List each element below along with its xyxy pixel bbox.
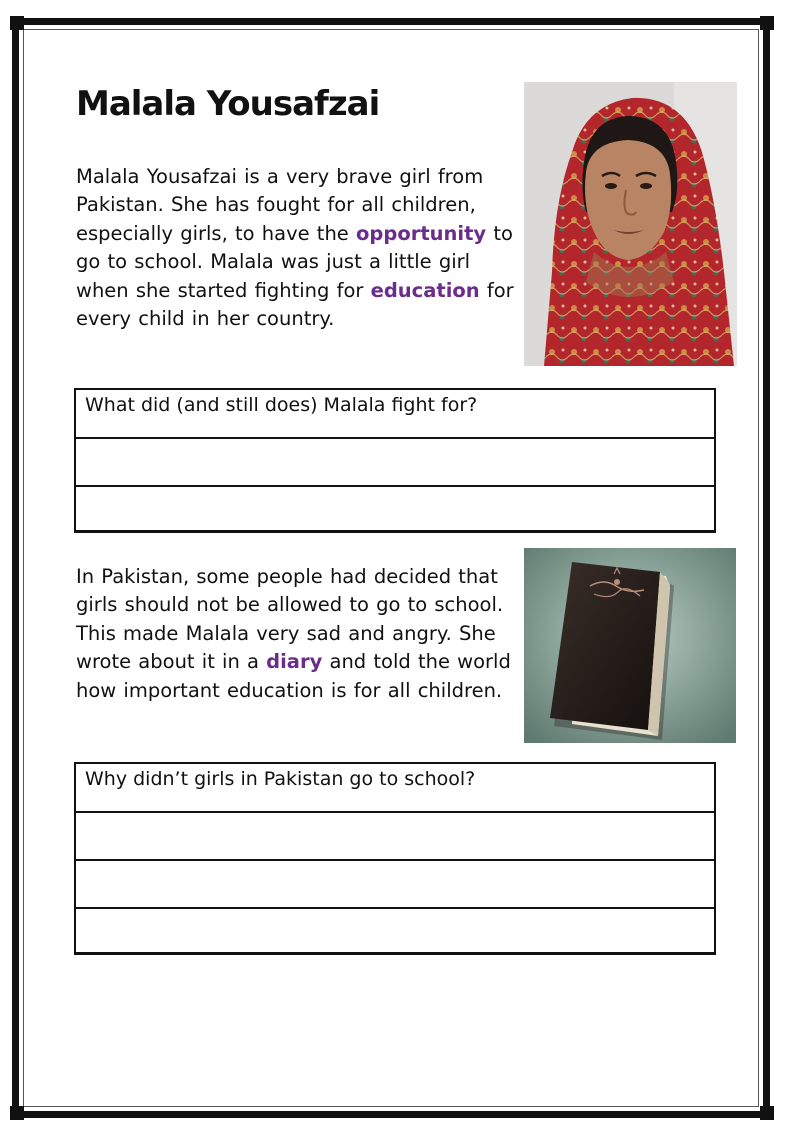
answer-line[interactable] [76, 813, 714, 861]
question-row [76, 390, 714, 439]
malala-photo [524, 82, 737, 366]
border-corner [10, 1106, 24, 1120]
keyword-diary: diary [266, 650, 323, 674]
page-title: Malala Yousafzai [76, 84, 380, 124]
keyword-education: education [370, 278, 480, 302]
border-corner [760, 16, 774, 30]
border-corner [760, 1106, 774, 1120]
paragraph-text: to go to school. Malala was just a little girl when she started fighting for [76, 221, 513, 302]
diary-paragraph [76, 563, 516, 705]
answer-line[interactable] [76, 487, 714, 535]
intro-paragraph [76, 163, 516, 333]
paragraph-text: for every child in her country. [76, 278, 514, 331]
answer-line[interactable] [76, 909, 714, 957]
question-1: What did (and still does) Malala fight for? [85, 394, 478, 416]
keyword-opportunity: opportunity [356, 221, 487, 245]
paragraph-text: Malala Yousafzai is a very brave girl from Pakistan. She has fought for all children, especially girls, to have the [76, 165, 484, 245]
answer-line[interactable] [76, 861, 714, 909]
diary-picture [524, 548, 736, 743]
answer-box-2 [74, 762, 716, 955]
question-2: Why didn’t girls in Pakistan go to school? [85, 768, 476, 790]
paragraph-text: and told the world how important education is for all children. [76, 650, 511, 702]
answer-box-1 [74, 388, 716, 533]
paragraph-text: In Pakistan, some people had decided that girls should not be allowed to go to school. This made Malala very sad and angry. She wrote about it in a [76, 565, 504, 674]
question-row [76, 764, 714, 813]
border-corner [10, 16, 24, 30]
answer-line[interactable] [76, 439, 714, 487]
